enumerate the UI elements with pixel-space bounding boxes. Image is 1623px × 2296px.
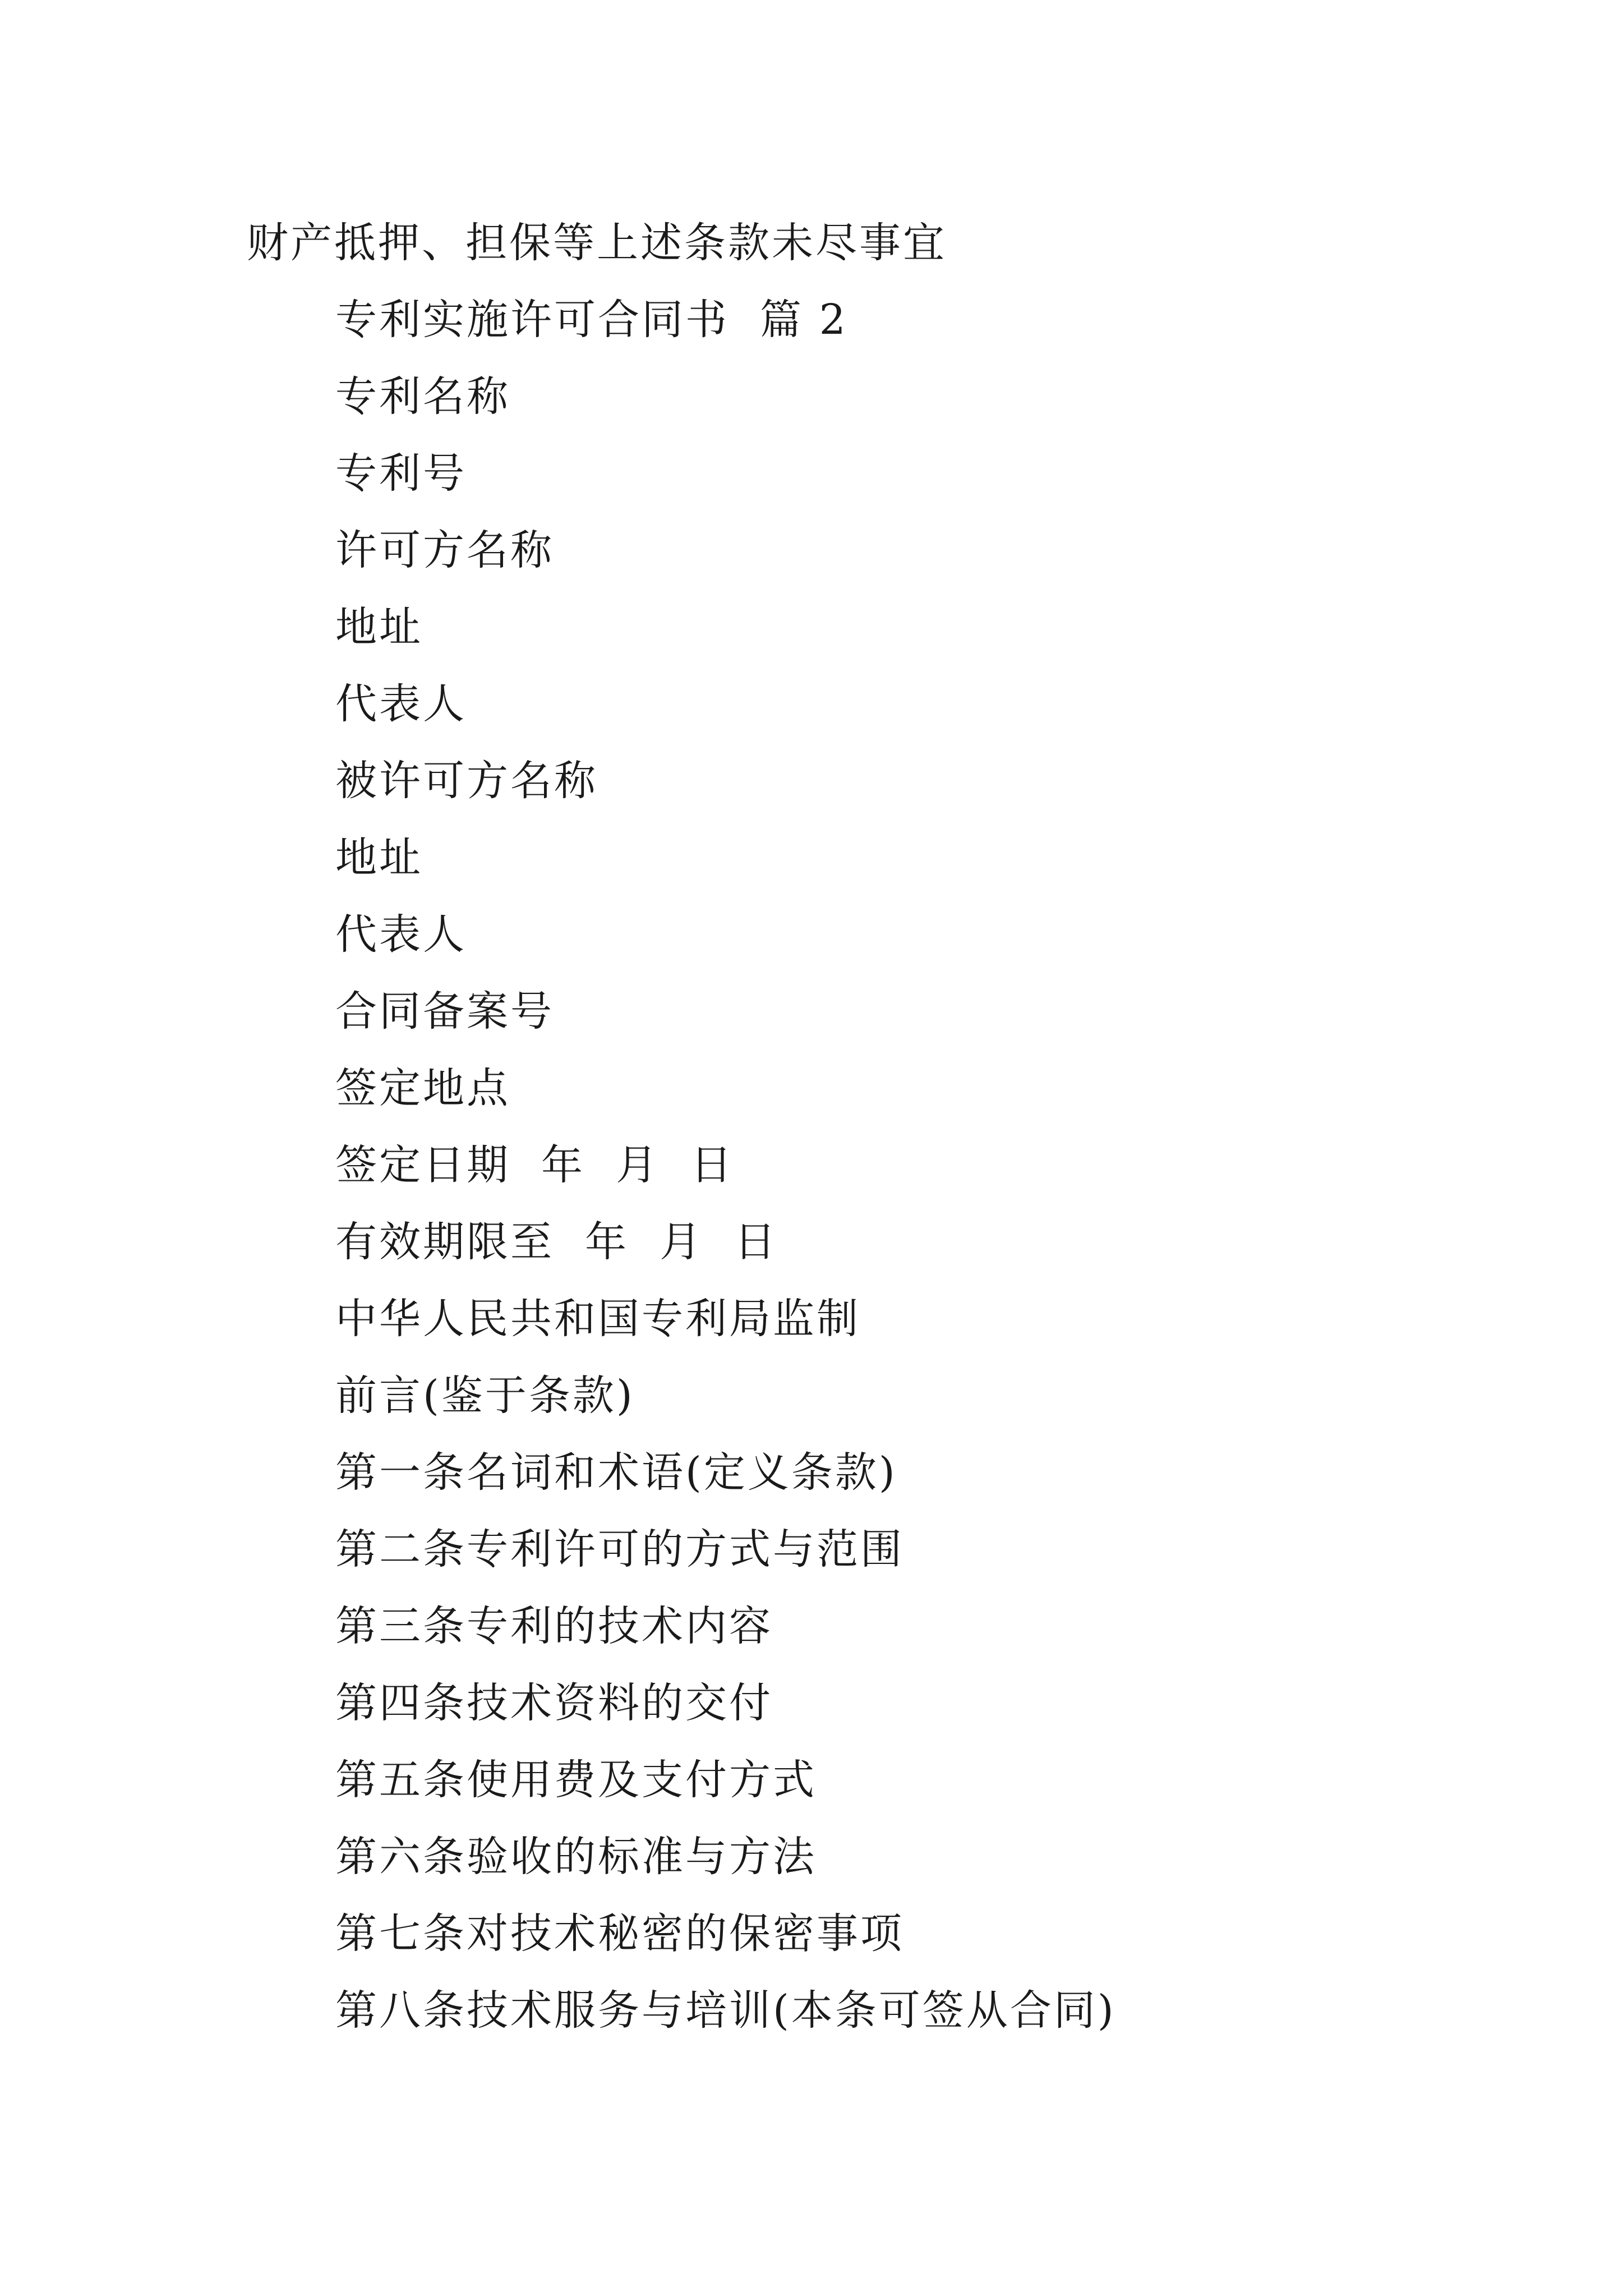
article-5-heading: 第五条使用费及支付方式: [335, 1756, 817, 1804]
field-licensor-name: 许可方名称: [335, 526, 554, 574]
article-4-heading: 第四条技术资料的交付: [335, 1679, 773, 1727]
field-validity-period: 有效期限至 年 月 日: [335, 1218, 778, 1266]
article-2-heading: 第二条专利许可的方式与范围: [335, 1525, 904, 1573]
field-filing-number: 合同备案号: [335, 987, 554, 1036]
article-6-heading: 第六条验收的标准与方法: [335, 1833, 817, 1881]
article-3-heading: 第三条专利的技术内容: [335, 1602, 773, 1650]
field-licensor-rep: 代表人: [335, 680, 467, 728]
field-signing-date: 签定日期 年 月 日: [335, 1141, 735, 1189]
field-patent-name: 专利名称: [335, 372, 510, 421]
article-7-heading: 第七条对技术秘密的保密事项: [335, 1910, 904, 1958]
supervising-authority: 中华人民共和国专利局监制: [335, 1295, 860, 1343]
field-licensee-rep: 代表人: [335, 910, 467, 959]
preamble-heading: 前言(鉴于条款): [335, 1372, 635, 1420]
field-signing-place: 签定地点: [335, 1064, 510, 1112]
continuation-line: 财产抵押、担保等上述条款未尽事宜: [247, 219, 947, 267]
article-8-heading: 第八条技术服务与培训(本条可签从合同): [335, 1986, 1116, 2035]
article-1-heading: 第一条名词和术语(定义条款): [335, 1448, 897, 1497]
field-licensee-name: 被许可方名称: [335, 757, 598, 805]
field-licensee-address: 地址: [335, 834, 423, 882]
field-licensor-address: 地址: [335, 603, 423, 651]
doc-title: 专利实施许可合同书 篇 2: [335, 296, 848, 344]
field-patent-number: 专利号: [335, 449, 467, 498]
